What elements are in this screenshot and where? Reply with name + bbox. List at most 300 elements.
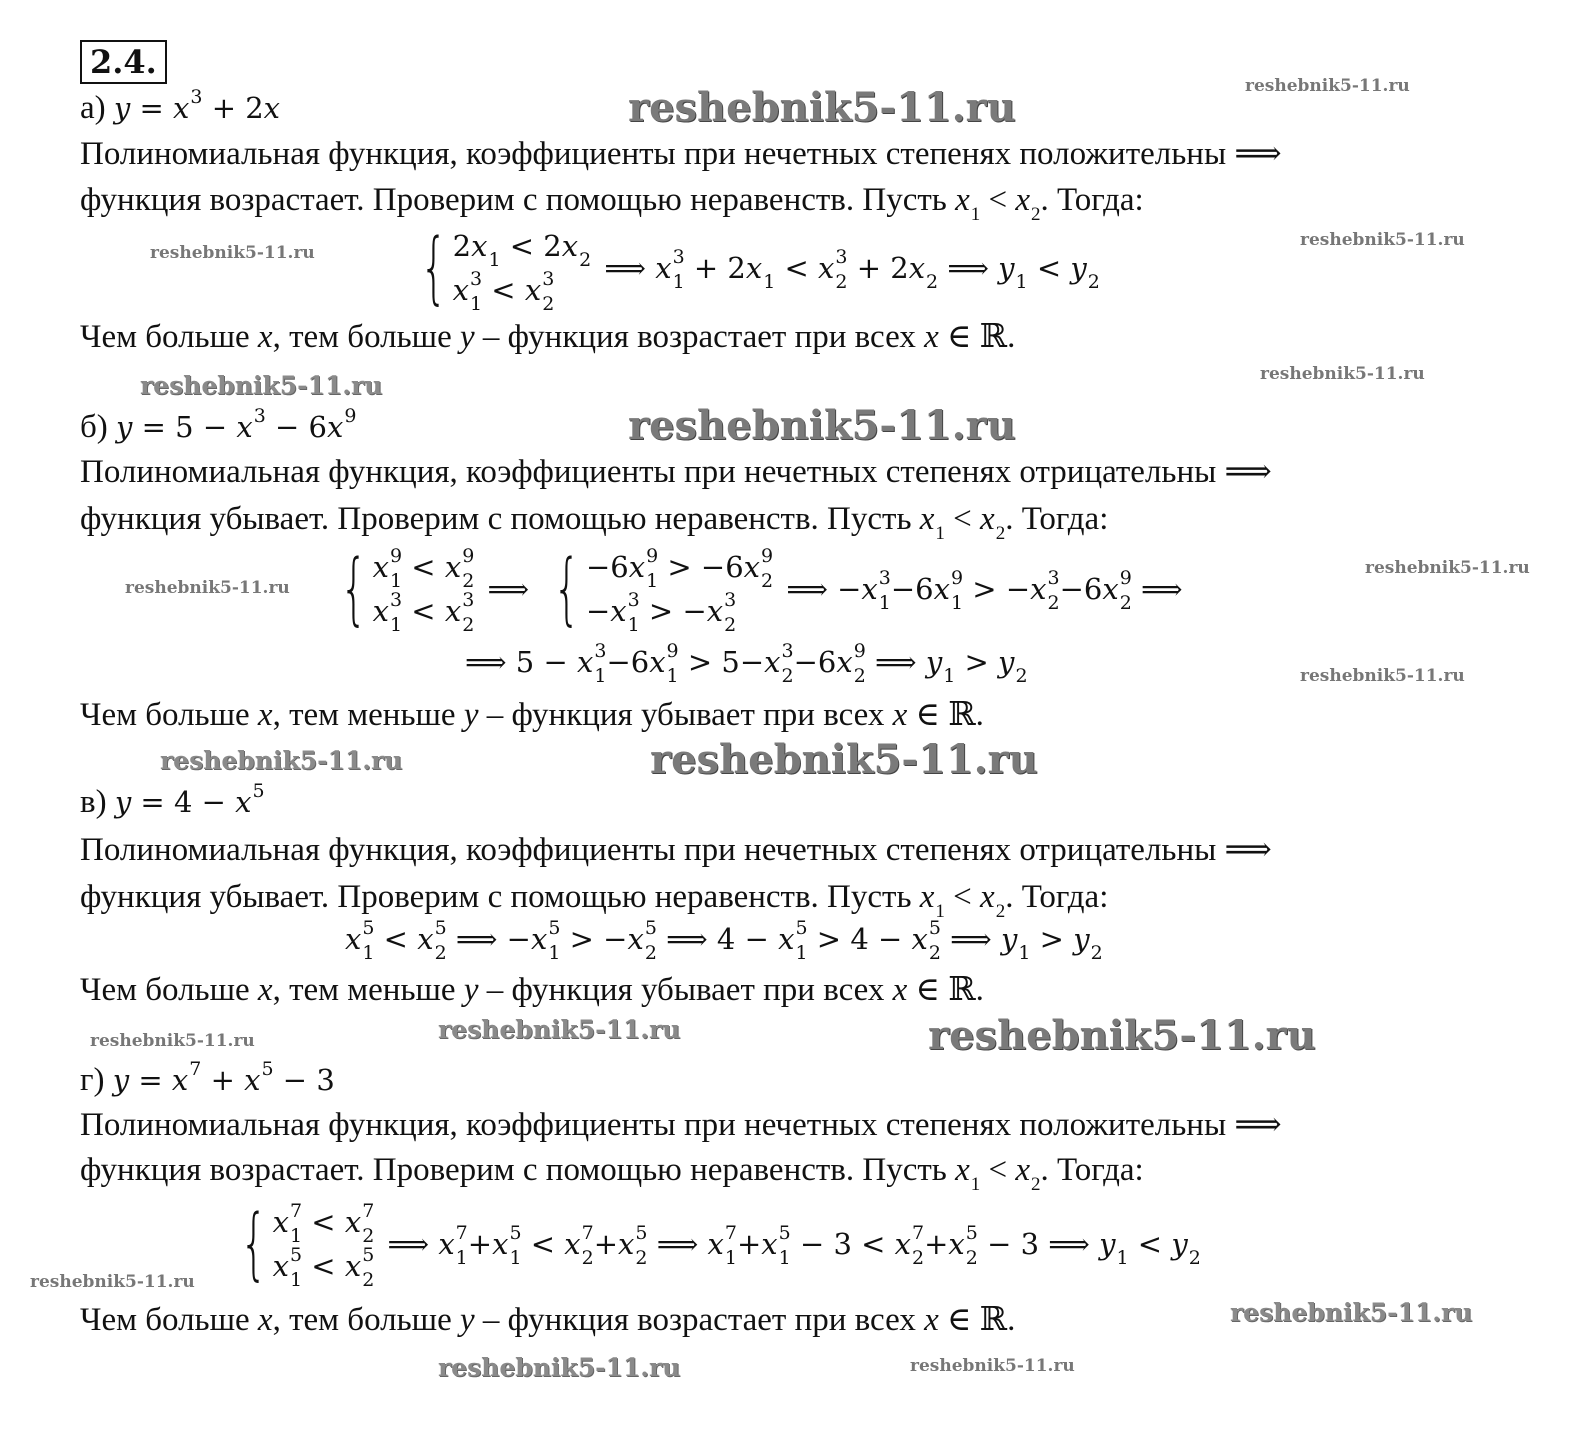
superscript: 7 <box>189 1058 202 1080</box>
subscript: 2 <box>434 942 447 964</box>
subscript: 2 <box>644 942 657 964</box>
math-variable <box>955 178 981 225</box>
math-variable <box>1000 922 1031 964</box>
variable-scripts <box>261 1058 274 1097</box>
subscript: 1 <box>1015 271 1028 293</box>
system-rows <box>585 545 774 636</box>
variable-base: x <box>326 410 344 444</box>
superscript: 5 <box>928 917 941 939</box>
superscript: 3 <box>390 589 403 611</box>
text-fragment: < <box>1128 1227 1172 1261</box>
text-fragment: функция убывает. Проверим с помощью неравенств. Пусть <box>80 501 920 537</box>
math-variable <box>911 917 941 964</box>
superscript: 5 <box>965 1222 978 1244</box>
subscript: 2 <box>965 1247 978 1269</box>
text-fragment: + <box>736 1227 762 1261</box>
subscript: 1 <box>548 942 561 964</box>
text-fragment: ∈ ℝ. <box>938 319 1016 355</box>
variable-base: x <box>1015 1152 1031 1188</box>
brace-icon: { <box>553 544 581 634</box>
subscript-empty <box>190 114 202 131</box>
variable-scripts <box>542 268 555 315</box>
watermark: reshebnik5-11.ru <box>90 1031 255 1051</box>
variable-base: x <box>706 594 724 628</box>
math-variable <box>327 405 356 449</box>
text-fragment: < <box>1027 251 1071 285</box>
variable-base: x <box>438 1227 455 1261</box>
superscript: 3 <box>542 268 555 290</box>
variable-scripts <box>362 1244 375 1291</box>
subscript: 2 <box>1015 665 1028 687</box>
variable-base: y <box>114 785 132 819</box>
subscript: 1 <box>724 1247 737 1269</box>
superscript: 3 <box>672 246 685 268</box>
text-fragment: , тем больше <box>272 1302 460 1338</box>
section-g-text-1 <box>80 1103 1282 1147</box>
watermark: reshebnik5-11.ru <box>650 736 1038 783</box>
math-variable <box>610 589 640 636</box>
text-fragment: > <box>1030 922 1074 956</box>
math-variable <box>707 1222 737 1269</box>
watermark: reshebnik5-11.ru <box>928 1012 1316 1059</box>
math-variable <box>114 86 130 130</box>
math-variable <box>955 1148 981 1195</box>
text-fragment: − 3 <box>273 1063 335 1097</box>
variable-scripts <box>390 545 403 592</box>
subscript: 1 <box>795 942 808 964</box>
text-fragment: ⟹ <box>1131 572 1183 606</box>
math-variable <box>706 589 737 636</box>
math-variable <box>258 968 273 1012</box>
text-fragment: < <box>302 1249 345 1283</box>
variable-base: x <box>948 1227 965 1261</box>
text-fragment: − 3 < <box>790 1227 895 1261</box>
subscript: 1 <box>970 204 981 225</box>
superscript: 9 <box>761 545 774 567</box>
variable-base: x <box>628 550 646 584</box>
superscript: 7 <box>362 1200 375 1222</box>
text-fragment: – функция убывает при всех <box>478 972 893 1008</box>
subscript: 2 <box>462 614 475 636</box>
variable-base: y <box>463 972 479 1008</box>
variable-scripts <box>672 246 685 293</box>
section-label: а) <box>80 90 114 126</box>
section-function <box>115 780 265 824</box>
system-row <box>272 1244 375 1291</box>
math-variable <box>244 1058 273 1102</box>
variable-base: x <box>235 785 252 819</box>
text-fragment: – функция убывает при всех <box>478 697 893 733</box>
section-b-formula-1 <box>325 544 1183 636</box>
text-fragment: < <box>944 879 981 915</box>
text-fragment: ⟹ − <box>446 922 531 956</box>
text-fragment: > 5− <box>678 645 765 679</box>
subscript: 2 <box>853 665 866 687</box>
subscript: 2 <box>362 1269 375 1291</box>
watermark: reshebnik5-11.ru <box>438 1353 681 1382</box>
math-variable <box>235 780 264 824</box>
math-variable <box>1099 1227 1129 1269</box>
section-b-conclusion <box>80 693 984 737</box>
text-fragment: + <box>593 1227 619 1261</box>
superscript: 5 <box>261 1058 274 1080</box>
variable-base: x <box>263 91 281 125</box>
subscript: 2 <box>1031 204 1041 225</box>
variable-base: x <box>980 501 995 537</box>
text-fragment: + <box>924 1227 949 1261</box>
text-fragment: . Тогда: <box>1040 182 1144 218</box>
variable-base: x <box>618 1227 635 1261</box>
variable-scripts <box>853 640 866 687</box>
section-label: г) <box>80 1062 113 1098</box>
variable-base: x <box>1030 572 1047 606</box>
text-fragment: Чем больше <box>80 319 258 355</box>
text-fragment: 2 <box>452 229 472 263</box>
math-variable <box>980 497 1006 544</box>
superscript: 9 <box>462 545 475 567</box>
text-fragment: < <box>775 251 819 285</box>
subscript: 1 <box>950 592 964 614</box>
math-variable <box>460 1298 475 1342</box>
formula-sequence <box>595 246 1100 293</box>
text-fragment: < <box>402 550 445 584</box>
math-variable <box>649 640 679 687</box>
variable-base: x <box>257 319 273 355</box>
variable-base: x <box>911 922 928 956</box>
math-variable <box>258 1298 273 1342</box>
variable-scripts <box>1090 922 1103 964</box>
section-g-conclusion <box>80 1298 1015 1342</box>
superscript: 5 <box>362 1244 375 1266</box>
variable-scripts <box>290 1244 303 1291</box>
subscript: 2 <box>1188 1247 1201 1269</box>
math-variable <box>743 545 774 592</box>
subscript: 2 <box>995 523 1006 544</box>
text-fragment: > <box>955 645 999 679</box>
variable-base: x <box>919 879 935 915</box>
text-fragment: ⟹ <box>938 251 999 285</box>
subscript: 1 <box>646 570 659 592</box>
math-variable <box>655 246 685 293</box>
math-variable <box>172 1058 201 1102</box>
text-fragment: . Тогда: <box>1005 879 1109 915</box>
watermark: reshebnik5-11.ru <box>1260 364 1425 384</box>
subscript: 2 <box>581 1247 594 1269</box>
variable-scripts <box>362 1200 375 1247</box>
subscript: 1 <box>878 592 891 614</box>
text-fragment: ⟹ 5 − <box>465 645 577 679</box>
math-variable <box>745 251 776 293</box>
variable-scripts <box>1087 251 1100 293</box>
subscript: 1 <box>672 271 685 293</box>
text-fragment: −6 <box>793 645 837 679</box>
subscript: 1 <box>509 1247 522 1269</box>
math-variable <box>113 1058 129 1102</box>
variable-base: x <box>743 550 761 584</box>
math-variable <box>444 545 475 592</box>
variable-scripts <box>455 1222 468 1269</box>
superscript: 9 <box>1119 567 1132 589</box>
watermark: reshebnik5-11.ru <box>150 243 315 263</box>
superscript: 5 <box>778 1222 791 1244</box>
variable-base: x <box>244 1063 261 1097</box>
variable-base: x <box>417 922 434 956</box>
variable-base: x <box>561 229 579 263</box>
inequality-system <box>409 223 592 315</box>
variable-base: x <box>980 879 995 915</box>
superscript-empty <box>1031 181 1041 198</box>
text-fragment: функция возрастает. Проверим с помощью неравенств. Пусть <box>80 1152 956 1188</box>
superscript: 5 <box>548 917 561 939</box>
superscript-empty <box>1016 249 1028 266</box>
superscript: 3 <box>781 640 794 662</box>
section-b-title <box>80 405 356 449</box>
subscript: 1 <box>943 665 956 687</box>
system-rows <box>452 224 592 315</box>
math-variable <box>561 224 592 271</box>
math-variable <box>1015 1148 1041 1195</box>
superscript: 9 <box>390 545 403 567</box>
subscript: 1 <box>470 293 483 315</box>
math-variable <box>444 589 475 636</box>
section-b-text-1 <box>80 450 1272 494</box>
variable-scripts <box>252 780 265 819</box>
system-row <box>372 545 475 592</box>
variable-scripts <box>778 1222 791 1269</box>
variable-scripts <box>1015 645 1028 687</box>
superscript-empty <box>1015 643 1027 660</box>
text-fragment: = <box>130 91 174 125</box>
section-v-formula <box>345 917 1103 964</box>
section-a-text-2 <box>80 178 1144 225</box>
subscript: 1 <box>970 1174 981 1195</box>
variable-base: y <box>925 645 943 679</box>
subscript: 2 <box>542 293 555 315</box>
text-fragment: . Тогда: <box>1040 1152 1144 1188</box>
text-fragment: < <box>980 182 1016 218</box>
text-fragment: < <box>402 594 445 628</box>
variable-base: x <box>524 273 542 307</box>
superscript: 7 <box>912 1222 925 1244</box>
text-fragment: = 4 − <box>131 785 236 819</box>
variable-base: x <box>171 1063 189 1097</box>
math-variable <box>471 224 501 271</box>
variable-scripts <box>912 1222 925 1269</box>
variable-base: x <box>272 1205 289 1239</box>
variable-base: y <box>459 319 475 355</box>
subscript: 2 <box>1119 592 1132 614</box>
subscript: 2 <box>1087 271 1100 293</box>
variable-scripts <box>434 917 447 964</box>
section-v-conclusion <box>80 968 984 1012</box>
section-g-text-2 <box>80 1148 1144 1195</box>
superscript-empty <box>935 878 945 895</box>
math-variable <box>1102 567 1132 614</box>
math-variable <box>464 693 479 737</box>
section-a-text-1 <box>80 132 1282 176</box>
superscript: 3 <box>462 589 475 611</box>
superscript-empty <box>1091 920 1103 937</box>
text-fragment: ∈ ℝ. <box>907 972 984 1008</box>
math-variable <box>236 405 265 449</box>
variable-scripts <box>581 1222 594 1269</box>
math-variable <box>345 917 375 964</box>
variable-base: x <box>564 1227 581 1261</box>
math-variable <box>818 246 848 293</box>
superscript: 9 <box>853 640 866 662</box>
variable-base: x <box>764 645 781 679</box>
variable-base: y <box>112 1063 130 1097</box>
watermark: reshebnik5-11.ru <box>628 84 1016 131</box>
superscript: 7 <box>290 1200 303 1222</box>
variable-scripts <box>627 589 640 636</box>
text-fragment: ⟹ <box>595 251 656 285</box>
variable-scripts <box>965 1222 978 1269</box>
superscript: 7 <box>581 1222 594 1244</box>
math-variable <box>492 1222 522 1269</box>
variable-scripts <box>390 589 403 636</box>
text-fragment: , тем меньше <box>272 972 464 1008</box>
math-variable <box>1171 1227 1201 1269</box>
variable-scripts <box>926 251 939 293</box>
superscript: 5 <box>509 1222 522 1244</box>
variable-scripts <box>970 183 981 225</box>
variable-scripts <box>190 86 203 125</box>
text-fragment: ⟹ 4 − <box>656 922 779 956</box>
text-fragment: Полиномиальная функция, коэффициенты при нечетных степенях положительны ⟹ <box>80 136 1282 172</box>
text-fragment: ∈ ℝ. <box>938 1302 1016 1338</box>
superscript-empty <box>935 500 945 517</box>
variable-base: x <box>836 645 853 679</box>
variable-scripts <box>995 880 1006 922</box>
text-fragment: – функция возрастает при всех <box>474 319 925 355</box>
text-fragment: + 2 <box>202 91 264 125</box>
variable-scripts <box>594 640 607 687</box>
text-fragment: + <box>201 1063 245 1097</box>
text-fragment: < <box>374 922 418 956</box>
variable-base: x <box>924 1302 939 1338</box>
text-fragment: + 2 <box>847 251 909 285</box>
math-variable <box>530 917 561 964</box>
formula-sequence <box>465 640 1028 687</box>
subscript: 1 <box>290 1269 303 1291</box>
variable-base: x <box>372 550 389 584</box>
superscript-empty <box>996 878 1006 895</box>
text-fragment: < 2 <box>500 229 562 263</box>
math-variable <box>948 1222 978 1269</box>
math-variable <box>893 693 908 737</box>
variable-scripts <box>666 640 679 687</box>
variable-scripts <box>1015 251 1028 293</box>
text-fragment: Чем больше <box>80 1302 258 1338</box>
text-fragment: < <box>521 1227 565 1261</box>
variable-base: x <box>1102 572 1119 606</box>
subscript: 2 <box>462 570 475 592</box>
subscript-empty <box>253 808 265 825</box>
variable-scripts <box>1119 567 1132 614</box>
math-variable <box>115 780 131 824</box>
superscript: 3 <box>627 589 640 611</box>
superscript-empty <box>488 227 500 244</box>
superscript: 5 <box>434 917 447 939</box>
math-variable <box>564 1222 594 1269</box>
variable-scripts <box>488 229 501 271</box>
superscript: 5 <box>795 917 808 939</box>
math-variable <box>258 693 273 737</box>
brace-icon: { <box>240 1199 268 1289</box>
text-fragment: функция возрастает. Проверим с помощью неравенств. Пусть <box>80 182 956 218</box>
formula-sequence <box>345 917 1103 964</box>
system-row <box>452 268 592 315</box>
variable-scripts <box>579 229 592 271</box>
superscript: 5 <box>635 1222 648 1244</box>
superscript: 5 <box>290 1244 303 1266</box>
math-variable <box>924 315 939 359</box>
variable-base: x <box>627 922 644 956</box>
math-variable <box>861 567 891 614</box>
math-variable <box>272 1200 303 1247</box>
variable-base: x <box>173 91 190 125</box>
text-fragment: ⟹ − <box>777 572 862 606</box>
variable-scripts <box>1031 183 1041 225</box>
subscript: 2 <box>579 249 592 271</box>
superscript: 9 <box>344 405 357 427</box>
variable-scripts <box>761 545 774 592</box>
subscript: 2 <box>1031 1174 1041 1195</box>
watermark: reshebnik5-11.ru <box>1365 558 1530 578</box>
variable-base: x <box>236 410 253 444</box>
subscript: 1 <box>390 570 403 592</box>
section-v-text-1 <box>80 828 1272 872</box>
variable-base: x <box>345 922 362 956</box>
subscript: 1 <box>390 614 403 636</box>
text-fragment: > − <box>963 572 1031 606</box>
inequality-system <box>329 544 475 636</box>
math-variable <box>998 645 1028 687</box>
variable-scripts <box>935 502 945 544</box>
variable-base: y <box>1171 1227 1188 1261</box>
text-fragment: − <box>585 594 611 628</box>
math-variable <box>894 1222 925 1269</box>
text-fragment: ⟹ <box>940 922 1001 956</box>
text-fragment: функция убывает. Проверим с помощью неравенств. Пусть <box>80 879 920 915</box>
text-fragment: + 2 <box>684 251 746 285</box>
variable-base: x <box>257 972 273 1008</box>
superscript: 9 <box>950 567 964 589</box>
text-fragment: −6 <box>890 572 934 606</box>
math-variable <box>258 315 273 359</box>
superscript-empty <box>1189 1225 1201 1242</box>
math-variable <box>460 315 475 359</box>
variable-scripts <box>253 405 266 444</box>
system-row <box>372 589 475 636</box>
superscript-empty <box>971 1151 981 1168</box>
superscript-empty <box>926 249 938 266</box>
variable-base: x <box>344 1249 362 1283</box>
math-variable <box>919 875 945 922</box>
math-variable <box>438 1222 468 1269</box>
variable-scripts <box>646 545 659 592</box>
variable-scripts <box>835 246 848 293</box>
subscript: 1 <box>1018 942 1031 964</box>
variable-scripts <box>470 268 483 315</box>
math-variable <box>372 545 403 592</box>
superscript: 5 <box>362 917 375 939</box>
text-fragment: , тем больше <box>272 319 460 355</box>
text-fragment: . Тогда: <box>1005 501 1109 537</box>
variable-base: y <box>1000 922 1018 956</box>
variable-scripts <box>943 645 956 687</box>
